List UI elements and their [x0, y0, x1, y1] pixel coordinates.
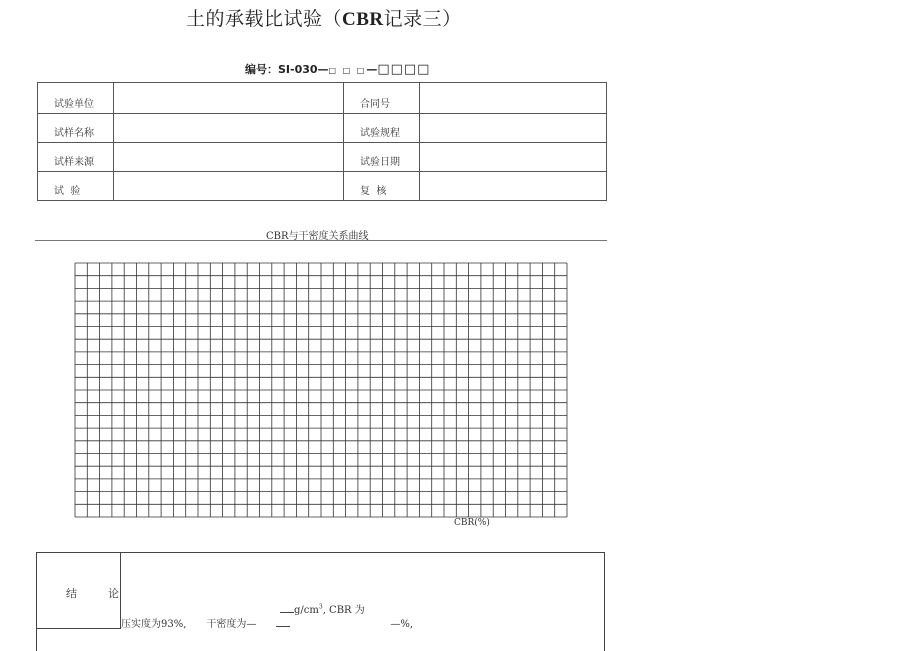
- info-value-tester[interactable]: [114, 172, 344, 201]
- chart-title: CBR与干密度关系曲线: [266, 231, 369, 242]
- document-number-label: 编号：: [245, 63, 278, 76]
- info-label-sample-name: 试样名称: [38, 114, 114, 143]
- page-title-tail: 记录三）: [383, 8, 462, 30]
- x-axis-label: CBR(%): [454, 518, 490, 528]
- info-label-test-date: 试验日期: [344, 143, 420, 172]
- document-number: [245, 61, 430, 77]
- chart-title-rule: [35, 240, 607, 241]
- info-value-test-unit[interactable]: [114, 83, 344, 114]
- info-value-test-standard[interactable]: [420, 114, 607, 143]
- conclusion-line-1: [280, 601, 365, 616]
- page-title-main: 土的承载比试验（: [186, 8, 343, 30]
- cbr-prefix: , CBR 为: [322, 605, 365, 616]
- document-number-big-boxes: □□□□: [377, 62, 431, 77]
- page-title: [186, 4, 462, 31]
- info-value-test-date[interactable]: [420, 143, 607, 172]
- info-label-sample-source: 试样来源: [38, 143, 114, 172]
- dry-density-blank[interactable]: [276, 617, 290, 627]
- conclusion-line-2: [121, 615, 413, 630]
- info-value-sample-source[interactable]: [114, 143, 344, 172]
- density-unit: g/cm: [294, 605, 319, 616]
- info-value-contract-no[interactable]: [420, 83, 607, 114]
- page-title-bold: CBR: [342, 9, 384, 30]
- info-label-reviewer: 复 核: [344, 172, 420, 201]
- conclusion-label: 结 论: [66, 587, 127, 600]
- document-number-dash: —: [366, 63, 378, 76]
- document-number-code: SI-030—: [278, 63, 329, 76]
- cbr-value-text: —%,: [390, 619, 414, 630]
- dry-density-text: 干密度为—: [206, 619, 257, 630]
- info-value-sample-name[interactable]: [114, 114, 344, 143]
- density-blank[interactable]: [280, 603, 294, 613]
- graph-paper-grid: [74, 262, 568, 518]
- conclusion-label-bottom-border: [36, 628, 121, 629]
- info-row: [38, 114, 607, 143]
- info-row: [38, 143, 607, 172]
- info-value-reviewer[interactable]: [420, 172, 607, 201]
- info-table: [37, 82, 607, 201]
- info-label-test-standard: 试验规程: [344, 114, 420, 143]
- info-label-test-unit: 试验单位: [38, 83, 114, 114]
- info-row: [38, 83, 607, 114]
- info-row: [38, 172, 607, 201]
- density-unit-superscript: 3: [318, 603, 323, 611]
- info-label-contract-no: 合同号: [344, 83, 420, 114]
- info-label-tester: 试 验: [38, 172, 114, 201]
- document-number-small-boxes: □ □ □: [328, 66, 367, 75]
- chart-grid: [74, 262, 568, 522]
- compaction-text: 压实度为93%,: [121, 619, 187, 630]
